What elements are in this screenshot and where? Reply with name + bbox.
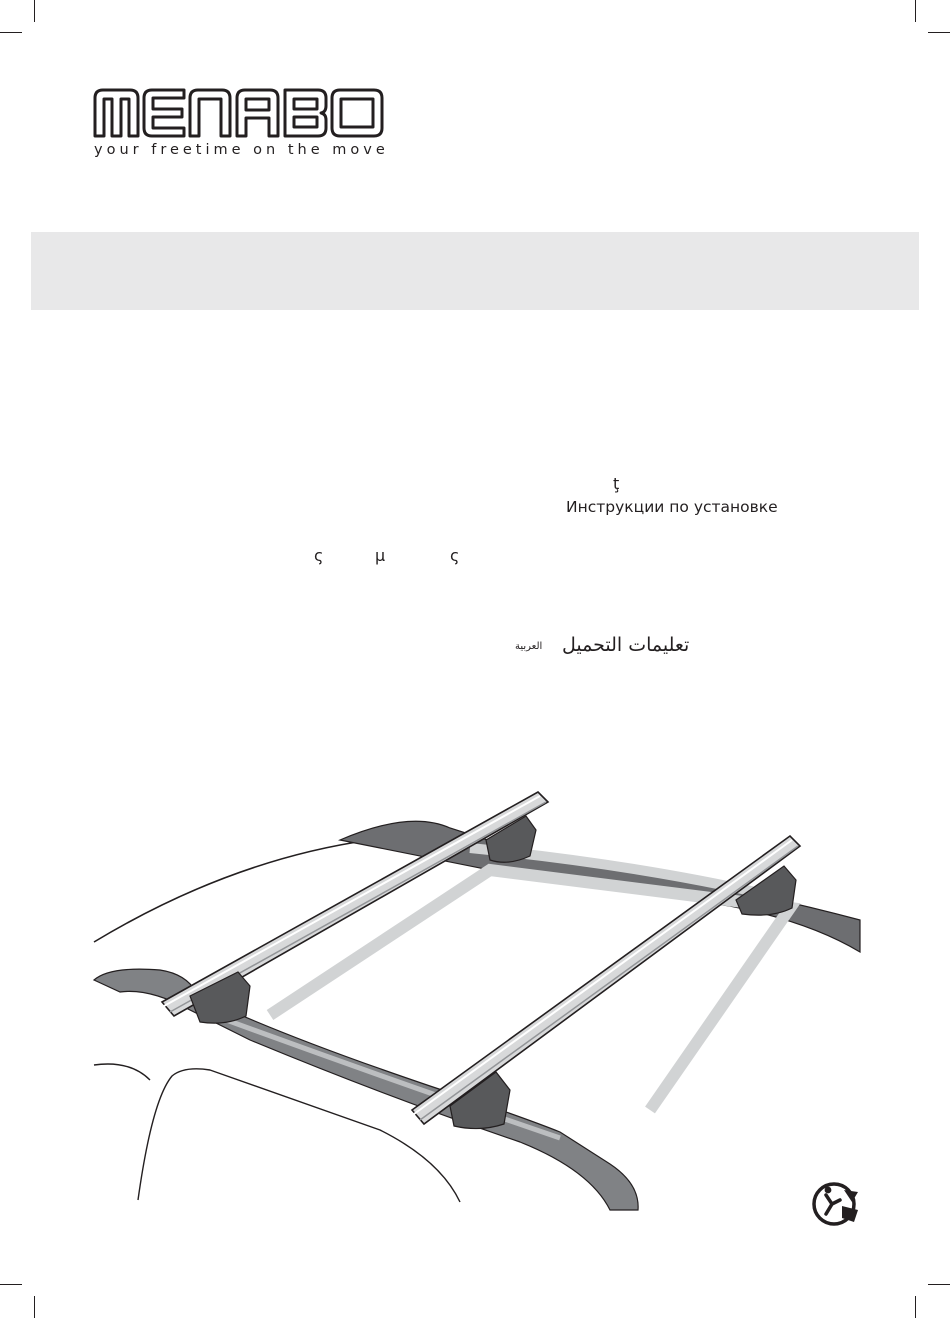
crop-mark-bottom-right-h xyxy=(928,1284,950,1285)
title-band xyxy=(31,232,919,310)
crop-mark-top-left xyxy=(34,0,35,22)
language-label-ar-small: العربية xyxy=(515,641,543,652)
glyph-final-sigma-a: ς xyxy=(314,546,324,565)
glyph-final-sigma-b: ς xyxy=(450,546,460,565)
menabo-wordmark-icon xyxy=(92,86,392,140)
brand-logo xyxy=(92,86,392,166)
language-label-ru: Инструкции по установке xyxy=(566,498,778,516)
glyph-mu: μ xyxy=(375,546,386,565)
crop-mark-bottom-right xyxy=(915,1296,916,1318)
brand-tagline: your freetime on the move xyxy=(94,142,389,158)
glyph-t-cedilla: ţ xyxy=(613,474,620,493)
crop-mark-top-right-h xyxy=(928,32,950,33)
crop-mark-top-right xyxy=(915,0,916,22)
language-label-ar: تعليمات التحميل xyxy=(562,634,690,656)
triman-recycling-icon xyxy=(812,1180,864,1228)
roof-rack-bars-illustration-icon xyxy=(90,780,870,1220)
crop-mark-top-left-h xyxy=(0,32,22,33)
crop-mark-bottom-left xyxy=(34,1296,35,1318)
crop-mark-bottom-left-h xyxy=(0,1284,22,1285)
